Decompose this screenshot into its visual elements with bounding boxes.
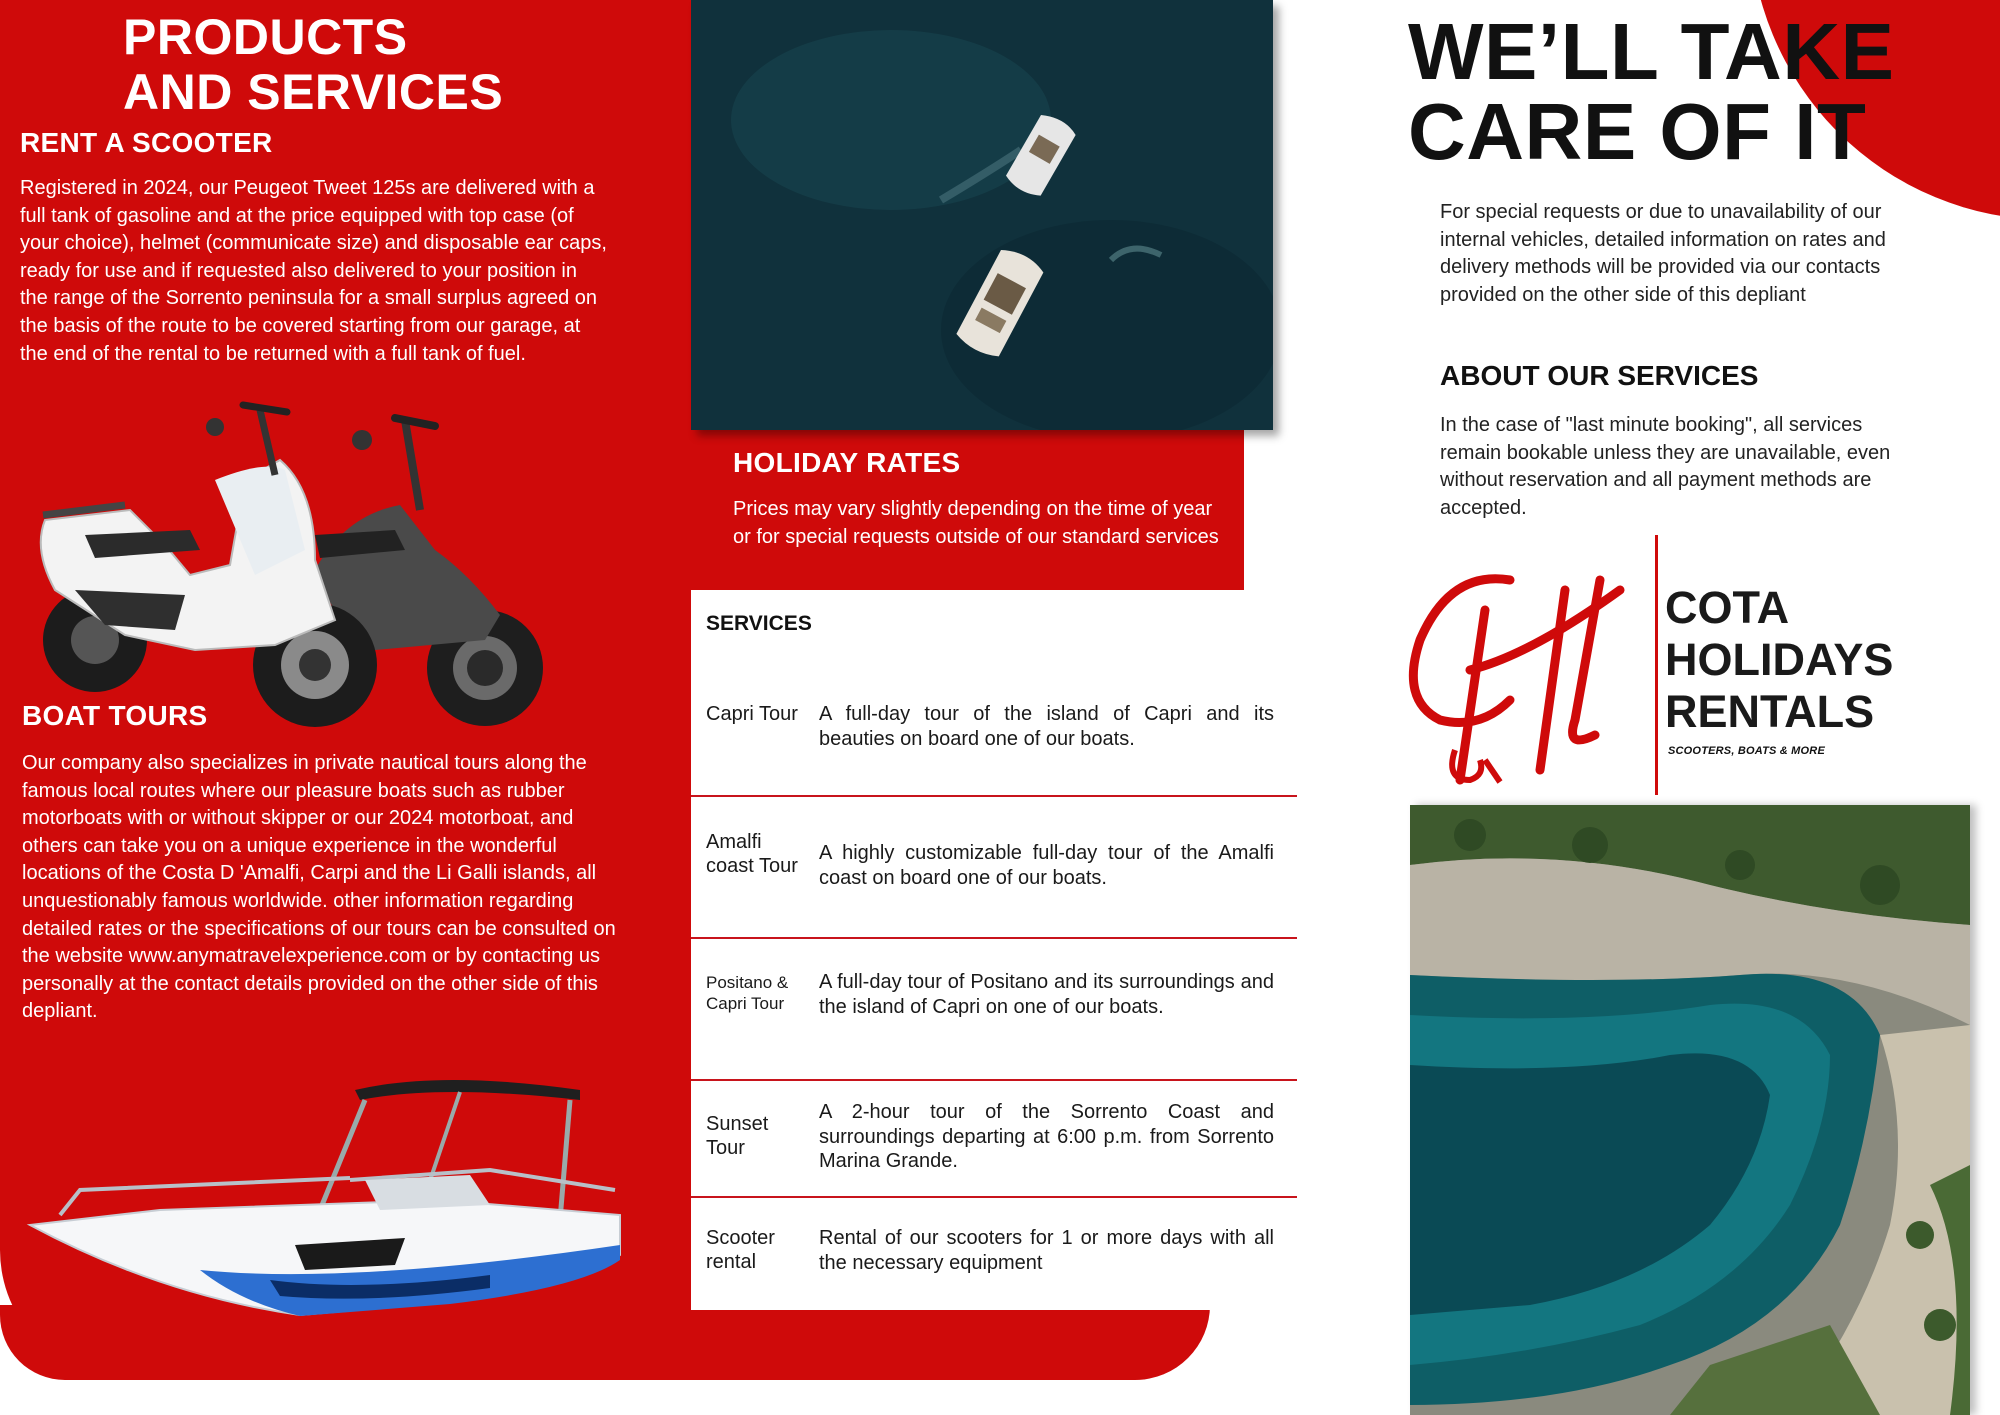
logo-line-cota: COTA: [1665, 582, 1790, 633]
logo-line-rentals: RENTALS: [1665, 686, 1875, 737]
table-row: [691, 1081, 1297, 1198]
table-row: [691, 797, 1297, 939]
table-row: [691, 1198, 1297, 1305]
motorboat-photo: [20, 1070, 630, 1320]
cota-logo-icon: [1390, 550, 1640, 790]
holiday-rates-heading: HOLIDAY RATES: [733, 447, 961, 478]
special-requests-text: For special requests or due to unavailability of our internal vehicles, detailed information on rates and delivery methods will be provided via our contacts provided on the other side of this depliant: [1440, 201, 1886, 306]
services-heading: SERVICES: [706, 612, 812, 635]
logo-tagline: SCOOTERS, BOATS & MORE: [1668, 745, 1825, 757]
holiday-rates-text: Prices may vary slightly depending on the time of year or for special requests outside of our standard services: [733, 498, 1219, 548]
take-care-title-line1: WE’LL TAKE: [1408, 7, 1895, 96]
service-description: A highly customizable full-day tour of the Amalfi coast on board one of our boats.: [819, 842, 1274, 889]
service-description: A 2-hour tour of the Sorrento Coast and surroundings departing at 6:00 p.m. from Sorrento Marina Grande.: [819, 1101, 1274, 1172]
logo-line-holidays: HOLIDAYS: [1665, 634, 1894, 685]
rent-scooter-text: Registered in 2024, our Peugeot Tweet 125s are delivered with a full tank of gasoline and at the price equipped with top case (of your choice), helmet (communicate size) and disposable ear caps, ready for use and if requested also delivered to your position in the range of the Sorrento peninsula for a small surplus agreed on the basis of the route to be covered starting from our garage, at the end of the rental to be returned with a full tank of fuel.: [20, 177, 607, 365]
scooter-photo: [15, 400, 555, 730]
take-care-title-line2: CARE OF IT: [1408, 87, 1867, 176]
products-title-line1: PRODUCTS: [123, 9, 408, 65]
logo-divider: [1655, 535, 1658, 795]
service-name: Positano & Capri Tour: [706, 973, 789, 1013]
service-description: A full-day tour of Positano and its surroundings and the island of Capri on one of our boats.: [819, 971, 1274, 1018]
service-name: Amalfi coast Tour: [706, 831, 798, 877]
about-services-heading: ABOUT OUR SERVICES: [1440, 360, 1759, 391]
take-care-title: [1408, 7, 1968, 176]
coastline-photo: [1410, 805, 1970, 1415]
aerial-boats-photo: [691, 0, 1273, 430]
logo-wordmark: [1665, 582, 1985, 738]
boat-tours-text: Our company also specializes in private nautical tours along the famous local routes where our pleasure boats such as rubber motorboats with or without skipper or our 2024 motorboat, and others can take you on a unique experience in the wonderful locations of the Costa D 'Amalfi, Carpi and the Li Galli islands, all unquestionably famous worldwide. other information regarding detailed rates or the specifications of our tours can be consulted on the website www.anymatravelexperience.com or by contacting us personally at the contact details provided on the other side of this depliant.: [22, 752, 616, 1023]
table-row: [691, 939, 1297, 1081]
rent-scooter-heading: RENT A SCOOTER: [20, 127, 273, 158]
service-name: Capri Tour: [706, 703, 798, 725]
service-name: Scooter rental: [706, 1227, 775, 1273]
about-services-text: In the case of "last minute booking", all services remain bookable unless they are unavailable, even without reservation and all payment methods are accepted.: [1440, 414, 1891, 519]
service-description: A full-day tour of the island of Capri and its beauties on board one of our boats.: [819, 703, 1274, 750]
products-title: [123, 10, 603, 120]
boat-tours-heading: BOAT TOURS: [22, 700, 208, 731]
service-description: Rental of our scooters for 1 or more days with all the necessary equipment: [819, 1227, 1274, 1274]
service-name: Sunset Tour: [706, 1113, 769, 1159]
table-row: [691, 698, 1297, 797]
products-title-line2: AND SERVICES: [123, 64, 504, 120]
